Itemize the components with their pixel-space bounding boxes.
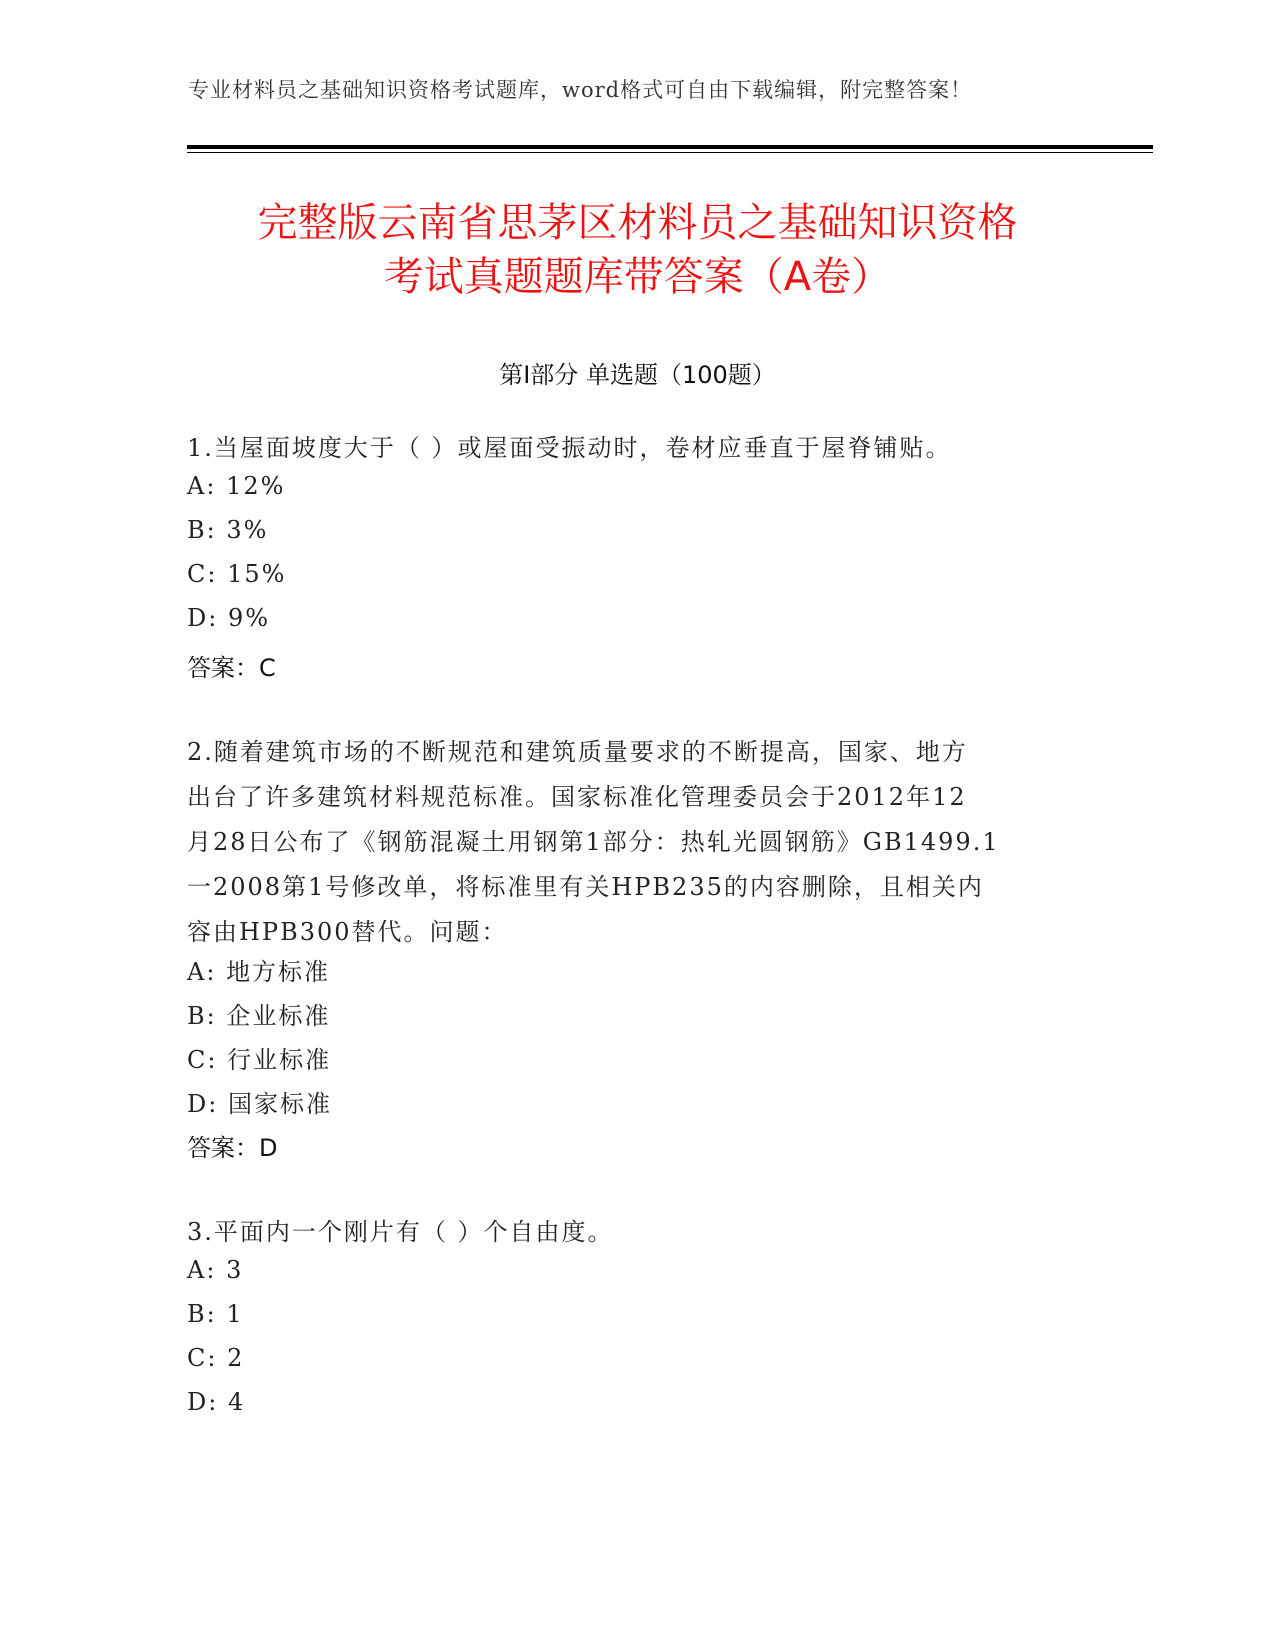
- option-text: 3: [226, 1256, 244, 1284]
- document-title-line-1: 完整版云南省思茅区材料员之基础知识资格: [257, 200, 1018, 246]
- option-text: 3%: [226, 516, 269, 544]
- question-3-option-b: [187, 1300, 244, 1328]
- option-label: A:: [187, 1256, 217, 1284]
- section-heading: 第Ⅰ部分 单选题（100题）: [499, 361, 776, 389]
- question-3-option-c: [187, 1344, 244, 1372]
- question-3-option-d: [187, 1388, 245, 1416]
- question-2-option-d: [187, 1084, 332, 1119]
- option-text: 15%: [227, 560, 287, 588]
- option-label: C:: [187, 560, 218, 588]
- option-text: 国家标准: [227, 1090, 332, 1118]
- option-label: A:: [187, 958, 217, 986]
- option-text: 12%: [226, 472, 286, 500]
- question-2-option-b: [187, 996, 330, 1031]
- header-rule-thin: [187, 152, 1153, 153]
- question-3-option-a: [187, 1256, 243, 1284]
- question-1-answer: 答案：C: [187, 654, 276, 682]
- question-2-line: 一2008第1号修改单，将标准里有关HPB235的内容删除，且相关内: [187, 873, 984, 901]
- option-text: 企业标准: [226, 1002, 331, 1030]
- option-label: C:: [187, 1344, 218, 1372]
- option-label: A:: [187, 472, 217, 500]
- question-2-option-c: [187, 1040, 331, 1075]
- question-1-option-d: [187, 604, 270, 632]
- header-note: 专业材料员之基础知识资格考试题库，word格式可自由下载编辑，附完整答案！: [188, 78, 973, 102]
- option-label: C:: [187, 1046, 218, 1074]
- document-title-line-2: 考试真题题库带答案（A卷）: [383, 254, 892, 300]
- question-2-text: [187, 730, 1087, 955]
- option-text: 地方标准: [226, 958, 331, 986]
- header-rule-thick: [187, 145, 1153, 149]
- option-label: D:: [187, 604, 219, 632]
- option-label: B:: [187, 516, 217, 544]
- question-2-line: 容由HPB300替代。问题：: [187, 918, 508, 946]
- question-1-option-b: [187, 516, 268, 544]
- question-1-option-c: [187, 560, 286, 588]
- option-text: 2: [227, 1344, 245, 1372]
- question-2-line: 月28日公布了《钢筋混凝土用钢第1部分：热轧光圆钢筋》GB1499.1: [187, 828, 1000, 856]
- option-label: D:: [187, 1388, 219, 1416]
- option-label: B:: [187, 1002, 217, 1030]
- question-1-option-a: [187, 472, 285, 500]
- option-text: 1: [226, 1300, 244, 1328]
- question-3-text: 3.平面内一个刚片有（ ）个自由度。: [187, 1218, 614, 1246]
- question-2-line: 2.随着建筑市场的不断规范和建筑质量要求的不断提高，国家、地方: [187, 738, 968, 766]
- question-2-option-a: [187, 952, 330, 987]
- document-title: [160, 196, 1115, 304]
- option-text: 4: [227, 1388, 246, 1416]
- option-label: B:: [187, 1300, 217, 1328]
- question-2-line: 出台了许多建筑材料规范标准。国家标准化管理委员会于2012年12: [187, 783, 967, 811]
- option-text: 9%: [227, 604, 271, 632]
- option-text: 行业标准: [227, 1046, 332, 1074]
- option-label: D:: [187, 1090, 219, 1118]
- question-1-text: 1.当屋面坡度大于（ ）或屋面受振动时，卷材应垂直于屋脊铺贴。: [187, 434, 952, 462]
- question-2-answer: 答案：D: [187, 1134, 278, 1162]
